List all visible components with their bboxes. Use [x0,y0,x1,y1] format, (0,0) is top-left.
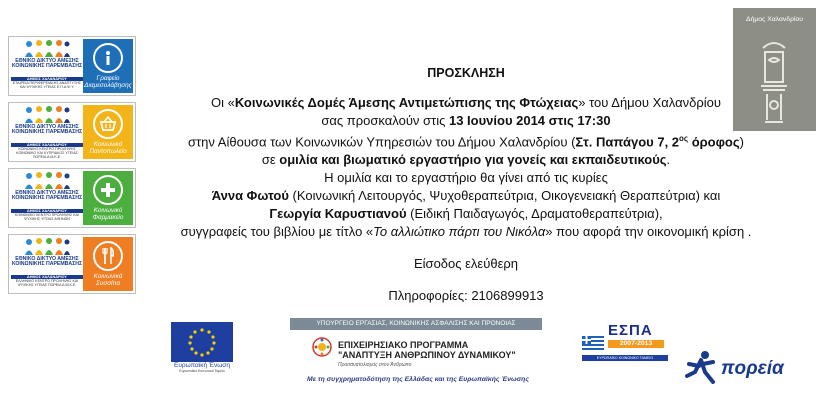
program-title-line: ΕΠΙΧΕΙΡΗΣΙΑΚΟ ΠΡΟΓΡΑΜΜΑ [338,340,469,350]
text-fragment: » του Δήμου Χαλανδρίου [578,95,721,110]
invitation-line-organizers [156,94,776,112]
text-fragment: » που αφορά την οικονομική κρίση . [545,224,752,240]
program-title-line: "ΑΝΑΠΤΥΞΗ ΑΝΘΡΩΠΙΝΟΥ ΔΥΝΑΜΙΚΟΥ" [338,350,516,360]
eu-logo [167,322,237,374]
spacer [156,273,776,287]
invitation-body [156,64,776,305]
people-network-icon [23,39,71,59]
service-label: Κοινωνικό Φαρμακείο [92,207,124,221]
free-entry: Είσοδος ελεύθερη [413,256,518,272]
program-card-meals [8,234,136,294]
program-mark-icon [312,336,332,358]
book-title: Το αλλιώτικο πάρτι του Νικόλα [373,224,546,240]
network-name: ΕΘΝΙΚΟ ΔΙΚΤΥΟ ΑΜΕΣΗΣ ΚΟΙΝΩΝΙΚΗΣ ΠΑΡΕΜΒΑΣΗΣ [11,190,83,202]
text-fragment: στην Αίθουσα των Κοινωνικών Υπηρεσιών του Δήμου Χαλανδρίου ( [188,134,576,150]
network-logo [11,39,83,93]
eu-sublabel: Ευρωπαϊκό Κοινωνικό Ταμείο [179,369,225,373]
invitation-line-topic [156,151,776,169]
people-network-icon [23,105,71,125]
espa-years: 2007-2013 [608,340,664,348]
org-name: ΔΗΜΟΣ ΧΑΛΑΝΔΡΙΟΥ [27,77,67,81]
network-logo [11,237,83,291]
invitation-line-speaker-1 [156,187,776,205]
espa-name: ΕΣΠΑ [608,322,653,339]
service-label: Κοινωνικό Παντοπωλείο [89,141,127,155]
people-network-icon [23,171,71,191]
speaker-name: Γεωργία Καρυστιανού [269,206,407,222]
invitation-line-venue [156,130,776,151]
invitation-line-speaker-2 [156,205,776,223]
people-network-icon [23,237,71,257]
text-fragment: σας προσκαλούν στις [321,113,449,128]
network-name: ΕΘΝΙΚΟ ΔΙΚΤΥΟ ΑΜΕΣΗΣ ΚΟΙΝΩΝΙΚΗΣ ΠΑΡΕΜΒΑΣΗΣ [11,124,83,136]
service-badge [83,39,133,93]
greek-flag-icon [582,336,604,352]
text-fragment: συγγραφείς του βιβλίου με τίτλο « [180,224,374,240]
espa-sublabel: ΕΥΡΩΠΑΪΚΟ ΚΟΙΝΩΝΙΚΟ ΤΑΜΕΙΟ [582,355,668,361]
speaker-role: (Κοινωνική Λειτουργός, Ψυχοθεραπεύτρια, Οικογενειακή Θεραπεύτρια) και [288,188,721,204]
org-name: ΔΗΜΟΣ ΧΑΛΑΝΔΡΙΟΥ [27,209,67,213]
org-description: ΕΤΑΙΡΕΙΑ ΠΕΡΙΦΕΡΕΙΑΚΗΣ ΑΝΑΠΤΥΞΗΣ ΚΑΙ ΨΥΧΙΚΗΣ ΥΓΕΙΑΣ Ε.Π.Α.Ψ.Υ. [12,81,82,89]
info-icon [93,43,123,73]
cofunding-statement: Με τη συγχρηματοδότηση της Ελλάδας και της Ευρωπαϊκής Ένωσης [307,376,529,383]
text-fragment: ) [739,134,744,150]
invitation-line-book [156,223,776,241]
program-title [338,340,528,360]
service-label: Γραφείο Διαμεσολάβησης [84,75,132,89]
program-card-mediation [8,36,136,96]
venue-floor: όροφος [688,134,740,150]
espa-logo [582,322,668,366]
org-description: ΕΛΛΗΝΙΚΟ ΚΕΝΤΡΟ ΠΡΟΛΗΨΗΣ ΚΑΙ ΨΥΧΙΚΗΣ ΥΓΕΙΑΣ ΠΟΡΕΙΑ Α.Μ.Κ.Ε. [15,279,79,287]
text-fragment: σε [261,152,280,168]
poreia-logo [683,350,798,390]
program-subtitle: Προσανατολισμός στον Άνθρωπο [338,362,412,368]
program-card-grocery [8,102,136,162]
program-card-pharmacy [8,168,136,228]
invitation-line-speakers-intro: Η ομιλία και το εργαστήριο θα γίνει από τις κυρίες [324,170,608,186]
network-logo [11,171,83,225]
network-name: ΕΘΝΙΚΟ ΔΙΚΤΥΟ ΑΜΕΣΗΣ ΚΟΙΝΩΝΙΚΗΣ ΠΑΡΕΜΒΑΣΗΣ [11,256,83,268]
text-fragment: Οι « [211,95,235,110]
venue-address: Στ. Παπάγου 7, 2 [575,134,680,150]
speaker-name: Άννα Φωτού [211,188,289,204]
medical-cross-icon [93,175,123,205]
org-description: ΚΟΙΝΩΝΙΚΟ ΚΕΝΤΡΟ ΠΡΟΛΗΨΗΣ ΚΑΙ ΨΥΧΙΚΗΣ ΥΓΕΙΑΣ ΑΘΗΝΩΝ [14,213,80,221]
info-phone: Πληροφορίες: 2106899913 [388,288,544,304]
ministry-banner: ΥΠΟΥΡΓΕΙΟ ΕΡΓΑΣΙΑΣ, ΚΟΙΝΩΝΙΚΗΣ ΑΣΦΑΛΙΣΗΣ ΚΑΙ ΠΡΟΝΟΙΑΣ [290,318,542,330]
operational-program-logo [288,318,548,386]
poreia-name: πορεία [721,358,784,379]
network-name: ΕΘΝΙΚΟ ΔΙΚΤΥΟ ΑΜΕΣΗΣ ΚΟΙΝΩΝΙΚΗΣ ΠΑΡΕΜΒΑΣΗΣ [11,58,83,70]
service-label: Κοινωνικά Συσσίτια [93,273,123,287]
event-date: 13 Ιουνίου 2014 στις 17:30 [448,113,611,128]
text-fragment: . [666,152,671,168]
service-badge [83,105,133,159]
basket-icon [93,109,123,139]
speaker-role: (Ειδική Παιδαγωγός, Δραματοθεραπεύτρια), [406,206,663,222]
walking-figure-icon [683,350,719,386]
org-name: ΔΗΜΟΣ ΧΑΛΑΝΔΡΙΟΥ [27,275,67,279]
municipality-label: Δήμος Χαλανδρίου [746,16,803,23]
floor-ordinal: ος [679,134,689,143]
program-cards [8,36,136,300]
eu-flag-icon [171,322,233,362]
event-topic: ομιλία και βιωματικό εργαστήριο για γονείς και εκπαιδευτικούς [279,152,667,168]
structures-name: Κοινωνικές Δομές Άμεσης Αντιμετώπισης της Φτώχειας [234,95,579,110]
network-logo [11,105,83,159]
service-badge [83,171,133,225]
org-name: ΔΗΜΟΣ ΧΑΛΑΝΔΡΙΟΥ [27,143,67,147]
org-description: ΚΟΙΝΩΝΙΚΟ ΚΕΝΤΡΟ ΠΡΟΛΗΨΗΣ ΚΟΙΝΩΝΙΚΟ ΚΑΙ ΚΥΠΡΙΑΚΟΣ ΥΓΕΙΑΣ ΠΟΡΕΙΑ Α.Μ.Κ.Ε. [16,147,78,159]
spacer [156,241,776,255]
cutlery-icon [93,241,123,271]
invitation-line-date [156,112,776,130]
invitation-title: ΠΡΟΣΚΛΗΣΗ [427,66,505,80]
eu-label: Ευρωπαϊκή Ένωση [174,362,230,369]
service-badge [83,237,133,291]
